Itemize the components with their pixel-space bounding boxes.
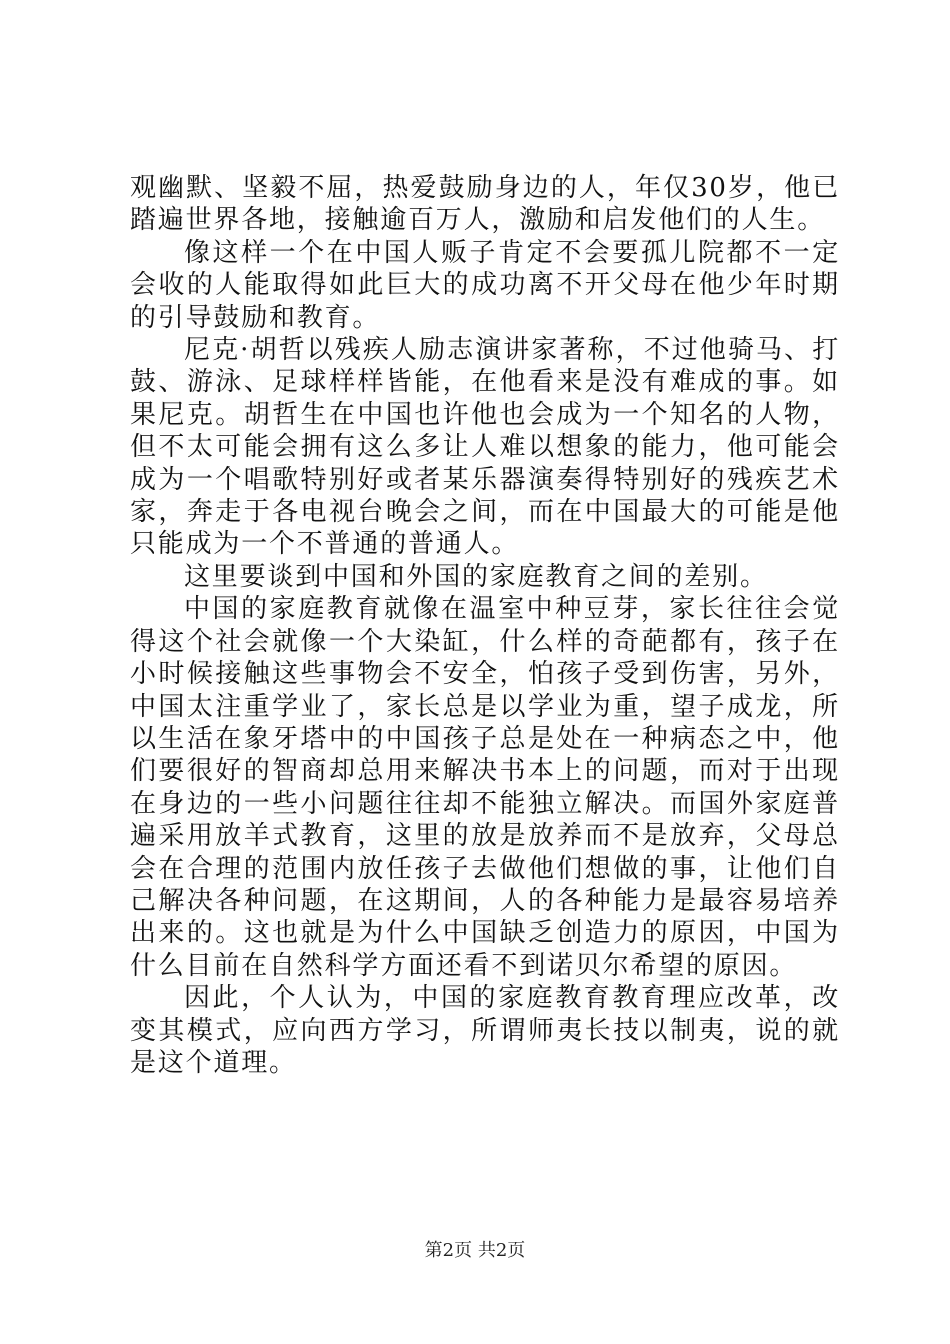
document-body xyxy=(130,172,840,1079)
paragraph: 像这样一个在中国人贩子肯定不会要孤儿院都不一定会收的人能取得如此巨大的成功离不开父母在他少年时期的引导鼓励和教育。 xyxy=(130,237,840,333)
paragraph: 因此，个人认为，中国的家庭教育教育理应改革，改变其模式，应向西方学习，所谓师夷长技以制夷，说的就是这个道理。 xyxy=(130,983,840,1078)
paragraph: 尼克·胡哲以残疾人励志演讲家著称，不过他骑马、打鼓、游泳、足球样样皆能，在他看来是没有难成的事。如果尼克。胡哲生在中国也许他也会成为一个知名的人物，但不太可能会拥有这么多让人难以想象的能力，他可能会成为一个唱歌特别好或者某乐器演奏得特别好的残疾艺术家，奔走于各电视台晚会之间，而在中国最大的可能是他只能成为一个不普通的普通人。 xyxy=(130,335,840,560)
paragraph: 中国的家庭教育就像在温室中种豆芽，家长往往会觉得这个社会就像一个大染缸，什么样的奇葩都有，孩子在小时候接触这些事物会不安全，怕孩子受到伤害，另外，中国太注重学业了，家长总是以学业为重，望子成龙，所以生活在象牙塔中的中国孩子总是处在一种病态之中，他们要很好的智商却总用来解决书本上的问题，而对于出现在身边的一些小问题往往却不能独立解决。而国外家庭普遍采用放羊式教育，这里的放是放养而不是放弃，父母总会在合理的范围内放任孩子去做他们想做的事，让他们自己解决各种问题，在这期间，人的各种能力是最容易培养出来的。这也就是为什么中国缺乏创造力的原因，中国为什么目前在自然科学方面还看不到诺贝尔希望的原因。 xyxy=(130,594,840,981)
paragraph-continuation: 观幽默、坚毅不屈，热爱鼓励身边的人，年仅30岁，他已踏遍世界各地，接触逾百万人，激励和启发他们的人生。 xyxy=(130,173,840,236)
paragraph: 这里要谈到中国和外国的家庭教育之间的差别。 xyxy=(184,561,768,592)
page-footer: 第2页 共2页 xyxy=(424,1240,526,1261)
